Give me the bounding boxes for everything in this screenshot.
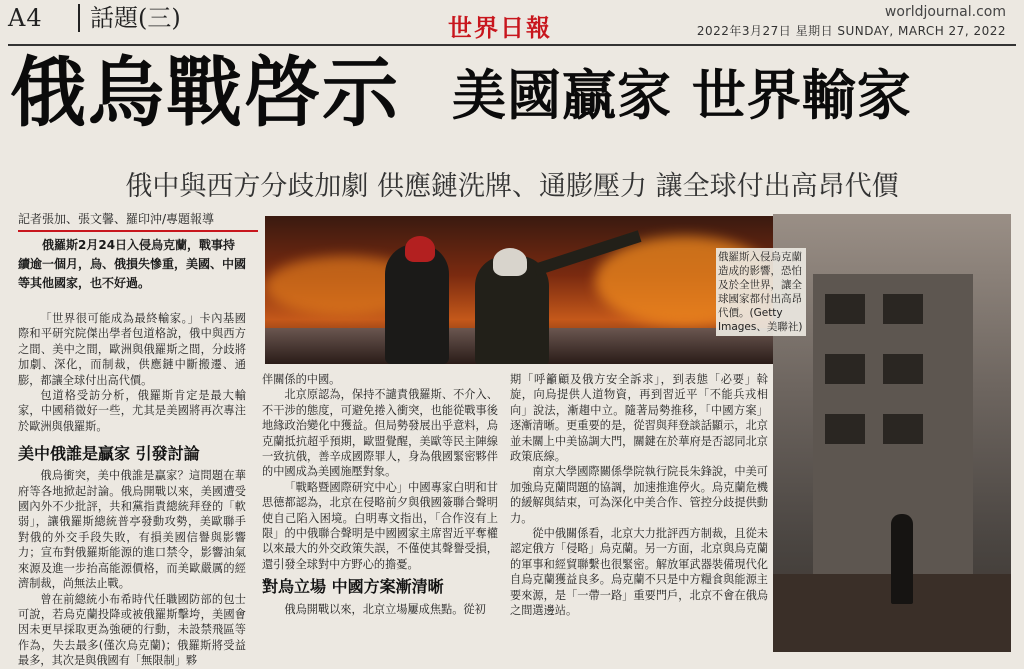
byline: 記者張加、張文馨、羅印沖/專題報導 <box>18 210 258 232</box>
header-rule <box>8 44 1016 46</box>
page-header <box>0 0 1024 44</box>
damaged-building-photo <box>773 214 1011 652</box>
paragraph: 從中俄關係看，北京大力批評西方制裁，且從未認定俄方「侵略」烏克蘭。另一方面，北京與烏克蘭的軍事和經貿聯繫也很緊密。解放軍武器裝備現代化自烏克蘭獲益良多。烏克蘭不只是中方糧食與能源主要來源，是「一帶一路」重要門戶，北京不會在俄烏之間選邊站。 <box>510 527 768 618</box>
article-column-2 <box>262 372 498 618</box>
page-number: A4 <box>8 4 43 32</box>
article-column-3 <box>510 372 768 619</box>
masthead-logo: 世界日報 <box>448 13 552 42</box>
paragraph: 南京大學國際關係學院執行院長朱鋒說，中美可加強烏克蘭問題的協調，加速推進停火。烏克蘭危機的緩解與結束，可為深化中美合作、管控分歧提供動力。 <box>510 465 768 525</box>
secondary-headline: 美國贏家 世界輸家 <box>452 64 912 127</box>
section-subhead: 美中俄誰是贏家 引發討論 <box>18 444 200 464</box>
paragraph: 伴關係的中國。 <box>262 373 341 386</box>
section-name: 話題(三) <box>78 4 181 32</box>
paragraph: 「戰略暨國際研究中心」中國專家白明和甘思德都認為，北京在侵略前夕與俄國簽聯合聲明使自己陷入困境。白明專文指出，「合作沒有上限」的中俄聯合聲明是中國國家主席習近平奪權以來最大的外交政策失誤，不僅使其聲譽受損，還引發全球對中方野心的擔憂。 <box>262 480 498 571</box>
section-subhead: 對烏立場 中國方案漸清晰 <box>262 577 444 597</box>
paragraph: 包道格受訪分析，俄羅斯肯定是最大輸家，中國稍微好一些，尤其是美國將再次專注於歐洲與俄羅斯。 <box>18 389 246 433</box>
paragraph: 曾在前總統小布希時代任職國防部的包士可說，若烏克蘭投降或被俄羅斯擊垮，美國會因未更早採取更為強硬的行動，未設禁飛區等作為，失去最多(僅次烏克蘭)；俄羅斯將受益最多，其次是與俄國有「無限制」夥 <box>18 592 246 668</box>
paragraph: 俄烏衝突，美中俄誰是贏家？這問題在華府等各地掀起討論。俄烏開戰以來，美國遭受國內外不少批評，共和黨指責總統拜登的「軟弱」，讓俄羅斯總統普亭發動攻勢，美歐聯手對俄的外交手段失敗，有損美國信譽與影響力；宣布對俄羅斯能源的進口禁令，影響油氣來源及進一步抬高能源價格，而美歐嚴厲的經濟制裁，尚無法止戰。 <box>18 469 246 591</box>
article-column-1 <box>18 311 246 669</box>
paragraph: 期「呼籲顧及俄方安全訴求」，到表態「必要」斡旋，向烏提供人道物資，再到習近平「不能兵戎相向」說法，漸趨中立。隨著局勢推移，「中國方案」逐漸清晰。更重要的是，從習與拜登談話顯示，北京並未關上中美協調大門，關鍵在於華府是否認同北京政策底線。 <box>510 373 768 464</box>
photo-caption: 俄羅斯入侵烏克蘭造成的影響，恐怕及於全世界，讓全球國家都付出高昂代價。(Getty Images、美聯社) <box>716 248 806 336</box>
paragraph: 「世界很可能成為最終輸家。」卡內基國際和平研究院傑出學者包道格說，俄中與西方之間、美中之間，歐洲與俄羅斯之間，分歧將加劇、深化，而制裁，供應鏈中斷搬遷、通膨，都讓全球付出高代價。 <box>18 312 246 387</box>
subheadline: 俄中與西方分歧加劇 供應鏈洗牌、通膨壓力 讓全球付出高昂代價 <box>125 171 899 202</box>
dateline: 2022年3月27日 星期日 SUNDAY, MARCH 27, 2022 <box>696 24 1006 38</box>
site-url: worldjournal.com <box>884 4 1006 20</box>
lead-paragraph: 俄羅斯2月24日入侵烏克蘭，戰事持續逾一個月，烏、俄損失慘重，美國、中國等其他國家，也不好過。 <box>18 238 247 290</box>
paragraph: 北京原認為，保持不譴責俄羅斯、不介入、不干涉的態度，可避免捲入衝突，也能從戰事後地緣政治變化中獲益。但局勢發展出乎意料，烏克蘭抵抗超乎預期，歐盟覺醒，美歐等民主陣線一致抗俄，善辛成國際罪人，身為俄國緊密夥伴的中國成為美國施壓對象。 <box>262 388 498 479</box>
main-headline: 俄烏戰啓示 <box>10 48 400 137</box>
paragraph: 俄烏開戰以來，北京立場屢成焦點。從初 <box>284 603 486 617</box>
firefighters-photo <box>265 216 773 364</box>
